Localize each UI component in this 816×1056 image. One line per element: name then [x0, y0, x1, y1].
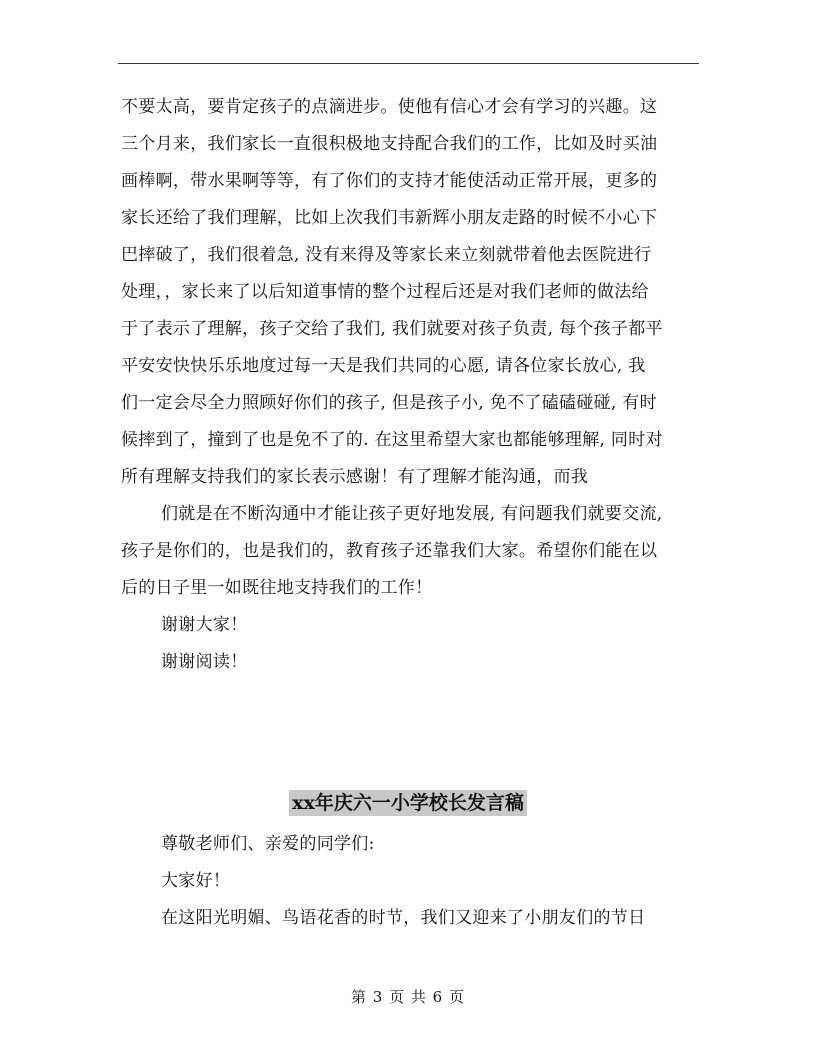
paragraph-line: 平安安快快乐乐地度过每一天是我们共同的心愿, 请各位家长放心, 我	[121, 356, 646, 376]
paragraph-line: 三个月来，我们家长一直很积极地支持配合我们的工作，比如及时买油	[121, 134, 658, 154]
paragraph-line: 不要太高，要肯定孩子的点滴进步。使他有信心才会有学习的兴趣。这	[121, 97, 658, 117]
header-rule	[118, 63, 699, 64]
paragraph-line: 后的日子里一如既往地支持我们的工作！	[121, 578, 433, 598]
page-footer: 第 3 页 共 6 页	[351, 988, 465, 1006]
section-title	[0, 790, 816, 816]
closing-thanks-reading: 谢谢阅读！	[161, 652, 248, 672]
greeting: 大家好！	[161, 871, 231, 891]
paragraph-line: 巴摔破了，我们很着急, 没有来得及等家长来立刻就带着他去医院进行	[121, 245, 652, 265]
section-title-text: xx年庆六一小学校长发言稿	[289, 790, 527, 816]
paragraph-line: 于了表示了理解，孩子交给了我们, 我们就要对孩子负责, 每个孩子都平	[121, 319, 663, 339]
paragraph-line: 孩子是你们的，也是我们的，教育孩子还靠我们大家。希望你们能在以	[121, 541, 658, 561]
closing-thanks: 谢谢大家！	[161, 615, 248, 635]
paragraph-line: 处理，，家长来了以后知道事情的整个过程后还是对我们老师的做法给	[121, 282, 649, 302]
paragraph-line: 候摔到了，撞到了也是免不了的. 在这里希望大家也都能够理解, 同时对	[121, 430, 663, 450]
paragraph-line: 们就是在不断沟通中才能让孩子更好地发展, 有问题我们就要交流,	[161, 504, 663, 524]
paragraph-line: 所有理解支持我们的家长表示感谢！有了理解才能沟通，而我	[121, 467, 589, 487]
paragraph-line: 家长还给了我们理解，比如上次我们韦新辉小朋友走路的时候不小心下	[121, 208, 658, 228]
paragraph-line: 们一定会尽全力照顾好你们的孩子, 但是孩子小, 免不了磕磕碰碰, 有时	[121, 393, 657, 413]
paragraph-line: 画棒啊，带水果啊等等，有了你们的支持才能使活动正常开展，更多的	[121, 171, 658, 191]
paragraph-line: 在这阳光明媚、鸟语花香的时节，我们又迎来了小朋友们的节日	[161, 908, 646, 928]
salutation: 尊敬老师们、亲爱的同学们:	[161, 834, 375, 854]
